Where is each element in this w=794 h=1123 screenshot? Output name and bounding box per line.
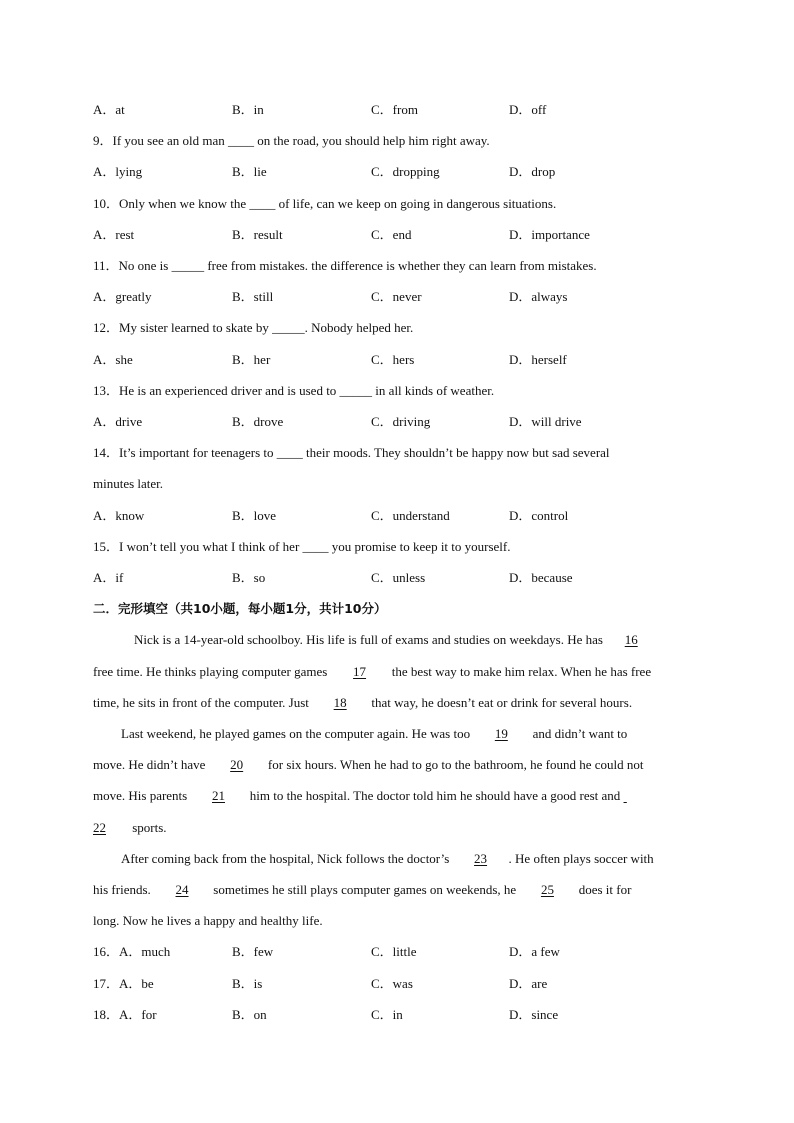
option-d: D．are bbox=[509, 976, 548, 991]
option-c: C．unless bbox=[371, 570, 426, 585]
option-a: 17．A．be bbox=[93, 976, 154, 991]
section-heading: 二．完形填空（共10小题，每小题1分，共计10分） bbox=[93, 601, 387, 616]
blank-22-start bbox=[624, 788, 646, 804]
passage-line bbox=[93, 913, 323, 929]
option-d: D．control bbox=[509, 508, 569, 523]
q9-options bbox=[93, 164, 713, 180]
q12-options bbox=[93, 352, 713, 368]
q8-options bbox=[93, 102, 713, 118]
q14-stem-line1: 14．It’s important for teenagers to ____ their moods. They shouldn’t be happy now but sad several bbox=[93, 445, 610, 460]
passage-text: After coming back from the hospital, Nick follows the doctor’s bbox=[121, 851, 450, 866]
passage-text: free time. He thinks playing computer games bbox=[93, 664, 328, 679]
passage-text: for six hours. When he had to go to the bathroom, he found he could not bbox=[267, 757, 644, 772]
q11-stem: 11．No one is _____ free from mistakes. the difference is whether they can learn from mistakes. bbox=[93, 258, 597, 273]
option-b: B．result bbox=[232, 227, 283, 242]
blank-22: 22 bbox=[93, 820, 106, 835]
passage-line bbox=[93, 820, 167, 836]
option-b: B．so bbox=[232, 570, 266, 585]
passage-line bbox=[121, 726, 627, 742]
option-b: B．love bbox=[232, 508, 277, 523]
blank-17: 17 bbox=[353, 664, 367, 679]
q9-stem: 9．If you see an old man ____ on the road, you should help him right away. bbox=[93, 133, 490, 148]
option-b: B．still bbox=[232, 289, 274, 304]
option-b: B．lie bbox=[232, 164, 267, 179]
blank-25: 25 bbox=[540, 882, 554, 897]
option-b: B．few bbox=[232, 944, 274, 959]
option-d: D．because bbox=[509, 570, 573, 585]
option-d: D．since bbox=[509, 1007, 559, 1022]
blank-19: 19 bbox=[494, 726, 508, 741]
q11-options bbox=[93, 289, 713, 305]
passage-line bbox=[134, 632, 656, 648]
option-d: D．drop bbox=[509, 164, 556, 179]
option-c: C．understand bbox=[371, 508, 450, 523]
option-b: B．drove bbox=[232, 414, 284, 429]
passage-text: Nick is a 14-year-old schoolboy. His life is full of exams and studies on weekdays. He has bbox=[134, 632, 603, 647]
option-a: 18．A．for bbox=[93, 1007, 157, 1022]
blank-16: 16 bbox=[624, 632, 638, 647]
blank-24: 24 bbox=[175, 882, 189, 897]
option-b: B．on bbox=[232, 1007, 267, 1022]
option-a: A．know bbox=[93, 508, 145, 523]
passage-text: move. He didn’t have bbox=[93, 757, 206, 772]
q15-stem: 15．I won’t tell you what I think of her ____ you promise to keep it to yourself. bbox=[93, 539, 511, 554]
passage-line bbox=[93, 788, 646, 804]
option-b: B．in bbox=[232, 102, 264, 117]
option-d: D．importance bbox=[509, 227, 590, 242]
q13-stem: 13．He is an experienced driver and is used to _____ in all kinds of weather. bbox=[93, 383, 495, 398]
option-d: D．always bbox=[509, 289, 568, 304]
option-c: C．never bbox=[371, 289, 422, 304]
q12-stem: 12．My sister learned to skate by _____. Nobody helped her. bbox=[93, 320, 414, 335]
q14-stem-line2: minutes later. bbox=[93, 476, 164, 491]
option-a: A．lying bbox=[93, 164, 143, 179]
q10-stem: 10．Only when we know the ____ of life, can we keep on going in dangerous situations. bbox=[93, 196, 557, 211]
option-a: A．at bbox=[93, 102, 125, 117]
passage-line bbox=[93, 695, 632, 711]
option-c: C．end bbox=[371, 227, 412, 242]
passage-text: that way, he doesn’t eat or drink for several hours. bbox=[371, 695, 633, 710]
passage-text: and didn’t want to bbox=[532, 726, 628, 741]
passage-line bbox=[121, 851, 654, 867]
passage-text: sometimes he still plays computer games on weekends, he bbox=[213, 882, 517, 897]
option-c: C．in bbox=[371, 1007, 403, 1022]
passage-text: does it for bbox=[578, 882, 632, 897]
option-c: C．little bbox=[371, 944, 417, 959]
option-c: C．dropping bbox=[371, 164, 440, 179]
option-a: A．greatly bbox=[93, 289, 152, 304]
option-d: D．off bbox=[509, 102, 547, 117]
option-c: C．hers bbox=[371, 352, 415, 367]
blank-20: 20 bbox=[230, 757, 244, 772]
option-d: D．a few bbox=[509, 944, 560, 959]
passage-text: long. Now he lives a happy and healthy life. bbox=[93, 913, 323, 928]
passage-text: him to the hospital. The doctor told him he should have a good rest and bbox=[249, 788, 621, 803]
q13-options bbox=[93, 414, 713, 430]
option-a: A．rest bbox=[93, 227, 135, 242]
option-d: D．herself bbox=[509, 352, 567, 367]
option-b: B．is bbox=[232, 976, 263, 991]
passage-line bbox=[93, 664, 651, 680]
option-c: C．from bbox=[371, 102, 418, 117]
option-c: C．driving bbox=[371, 414, 431, 429]
option-c: C．was bbox=[371, 976, 413, 991]
blank-23: 23 bbox=[474, 851, 488, 866]
passage-line bbox=[93, 882, 631, 898]
option-b: B．her bbox=[232, 352, 271, 367]
passage-text: the best way to make him relax. When he has free bbox=[391, 664, 652, 679]
option-a: A．if bbox=[93, 570, 124, 585]
passage-text: move. His parents bbox=[93, 788, 188, 803]
passage-text: time, he sits in front of the computer. Just bbox=[93, 695, 309, 710]
blank-21: 21 bbox=[211, 788, 225, 803]
q14-options bbox=[93, 508, 713, 524]
option-a: A．she bbox=[93, 352, 133, 367]
q10-options bbox=[93, 227, 713, 243]
blank-18: 18 bbox=[333, 695, 347, 710]
option-a: A．drive bbox=[93, 414, 143, 429]
q17-options bbox=[93, 976, 713, 992]
passage-line bbox=[93, 757, 644, 773]
q15-options bbox=[93, 570, 713, 586]
option-d: D．will drive bbox=[509, 414, 582, 429]
passage-text: . He often plays soccer with bbox=[508, 851, 654, 866]
passage-text: his friends. bbox=[93, 882, 151, 897]
passage-text: sports. bbox=[132, 820, 167, 835]
q16-options bbox=[93, 944, 713, 960]
passage-text: Last weekend, he played games on the computer again. He was too bbox=[121, 726, 471, 741]
q18-options bbox=[93, 1007, 713, 1023]
option-a: 16．A．much bbox=[93, 944, 171, 959]
